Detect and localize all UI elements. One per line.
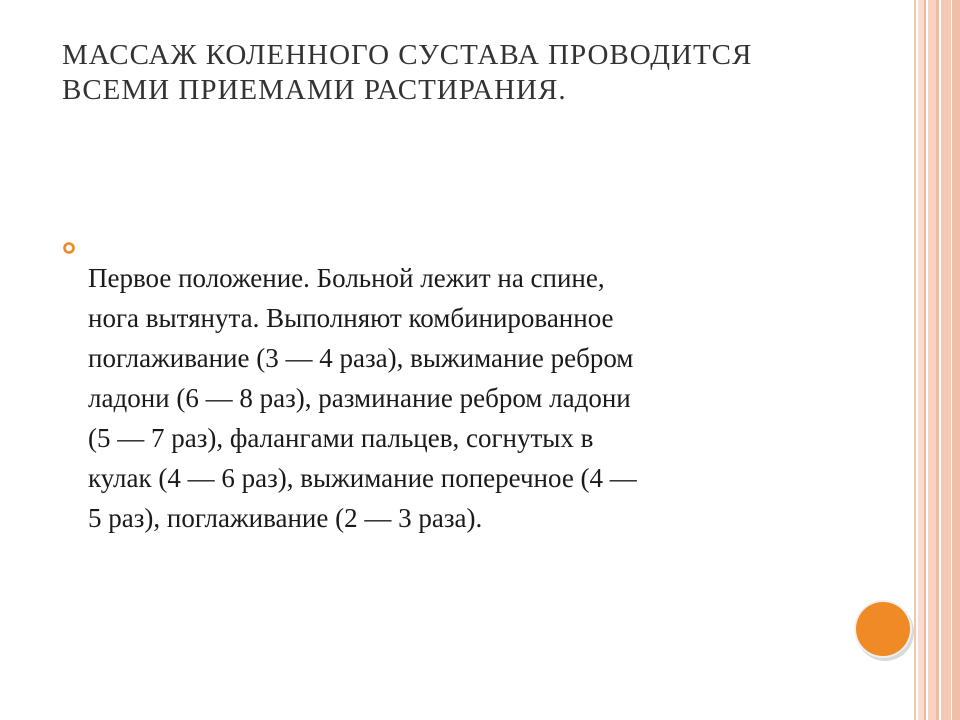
list-item	[62, 178, 842, 538]
bullet-list	[62, 178, 842, 538]
bullet-text: Первое положение. Больной лежит на спине, нога вытянута. Выполняют комбинированное поглаживание (3 — 4 раза), выжимание ребром ладони (6 — 8 раз), разминание ребром ладони (5 — 7 раз), фалангами пальцев, согнутых в кулак (4 — 6 раз), выжимание поперечное (4 — 5 раз), поглаживание (2 — 3 раза).	[88, 263, 637, 533]
slide-title: МАССАЖ КОЛЕННОГО СУСТАВА ПРОВОДИТСЯ ВСЕМИ ПРИЕМАМИ РАСТИРАНИЯ.	[62, 39, 753, 106]
orange-circle-decoration	[852, 598, 916, 662]
decorative-stripes	[914, 0, 960, 720]
circle-bullet-icon	[62, 186, 76, 200]
